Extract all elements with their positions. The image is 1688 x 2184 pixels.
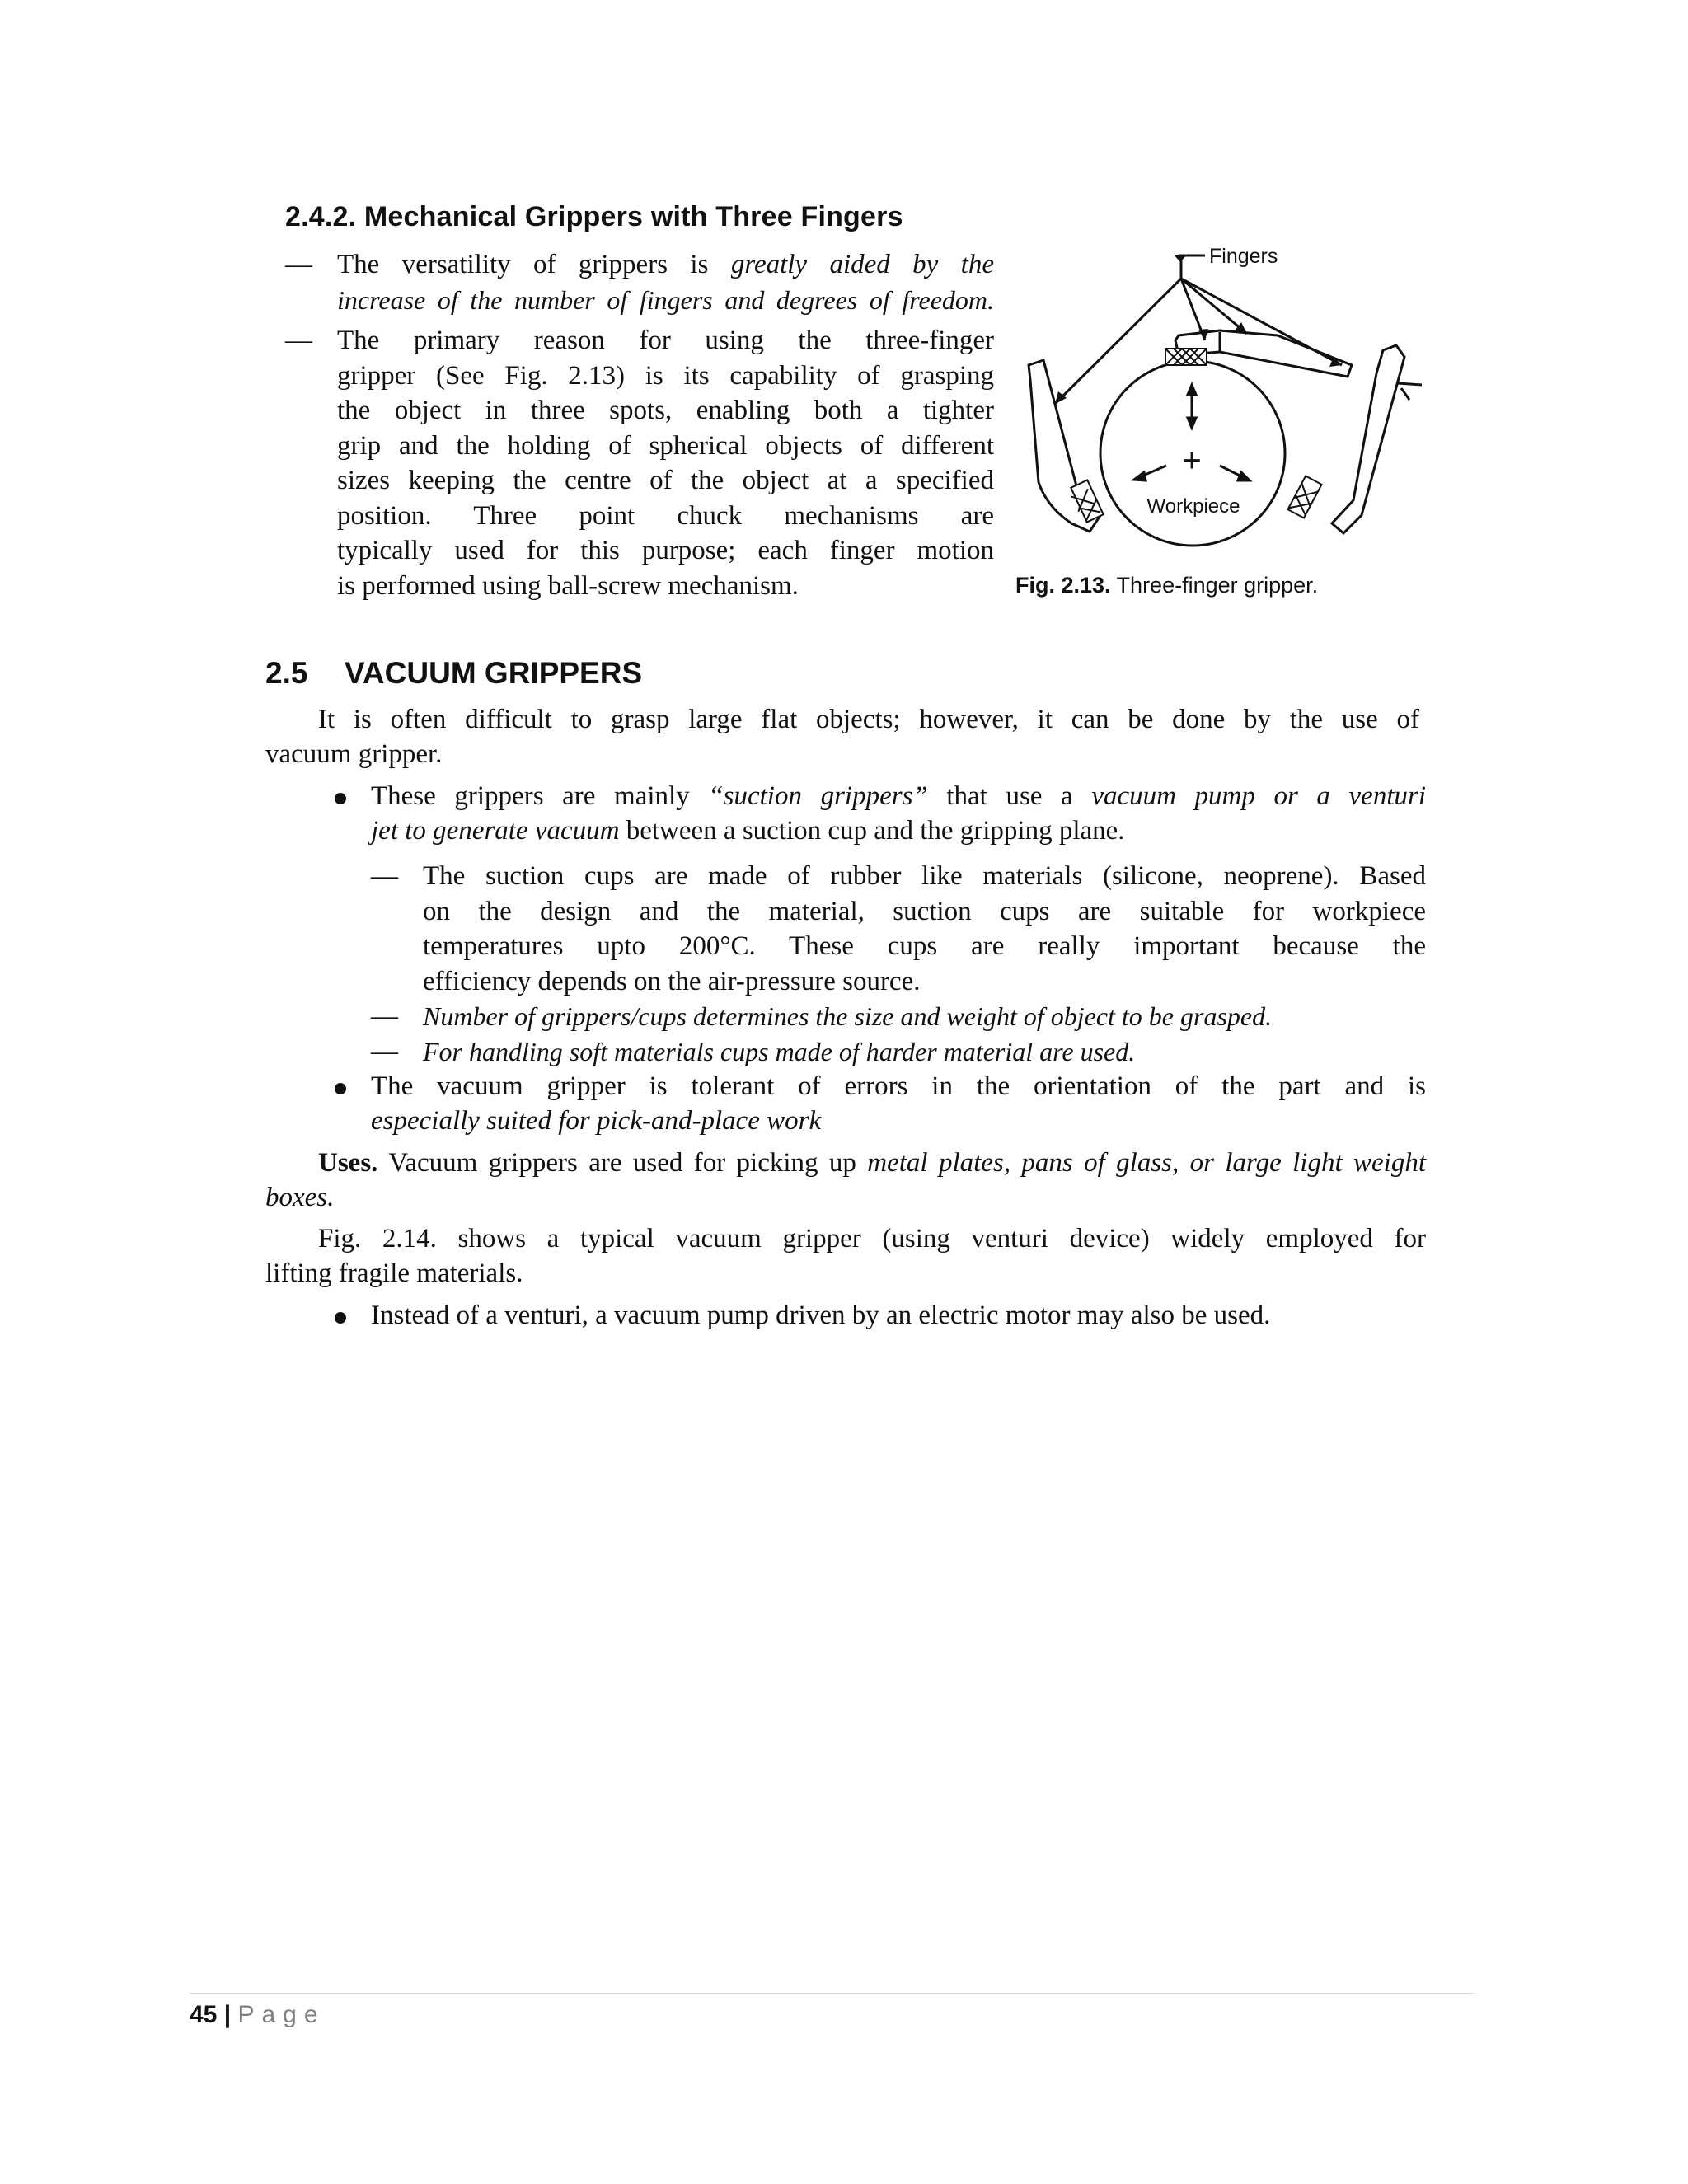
sub-dash-suction-cups: — The suction cups are made of rubber like materials (silicone, neoprene). Based on the design and the material, suction cups are suitable for workpiece temperatures upto 200°C. These cups are really important because the efficiency depends on the air-pressure source.: [371, 859, 1426, 999]
b1-text-b: “suction grippers”: [708, 781, 928, 811]
dash2-line: the object in three spots, enabling both a tighter: [337, 396, 994, 425]
dash2-line: sizes keeping the centre of the object at a specified: [337, 466, 994, 495]
fingers-label: Fingers: [1209, 245, 1278, 268]
bullet-dot: [335, 1312, 346, 1324]
bullet-suction-grippers: [371, 779, 1426, 848]
page-number: 45: [190, 2001, 218, 2028]
dash-mark: —: [285, 326, 312, 355]
section-heading-2-5: [265, 656, 642, 691]
sub-dash-number-of-cups: — Number of grippers/cups determines the size and weight of object to be grasped. — For handling soft materials cups made of harder material are used.: [371, 999, 1426, 1069]
figure-caption-text: Three-finger gripper.: [1110, 573, 1319, 598]
bullet-tolerant: [371, 1069, 1426, 1138]
bullet-dot: [335, 793, 346, 804]
fig-2-14-paragraph: [265, 1221, 1426, 1291]
b3-text: Instead of a venturi, a vacuum pump driven by an electric motor may also be used.: [371, 1301, 1271, 1330]
dash-item-primary-reason: [285, 323, 994, 603]
section-number: 2.5: [265, 656, 308, 690]
section-heading-2-4-2: 2.4.2. Mechanical Grippers with Three Fingers: [285, 201, 903, 232]
uses-label: Uses.: [318, 1148, 378, 1178]
dash-item-versatility: [285, 247, 994, 317]
figure-caption-number: Fig. 2.13.: [1015, 573, 1111, 598]
sub1-line: efficiency depends on the air-pressure source.: [423, 966, 921, 996]
b2-line-2: especially suited for pick-and-place work: [371, 1106, 822, 1136]
b2-line-1: The vacuum gripper is tolerant of errors in the orientation of the part and is: [371, 1071, 1426, 1101]
b1-text-e: jet to generate vacuum: [371, 816, 620, 846]
right-finger: [1332, 345, 1404, 533]
fig214-line-2: lifting fragile materials.: [265, 1258, 523, 1288]
dash2-line: gripper (See Fig. 2.13) is its capability of grasping: [337, 360, 994, 391]
section-title: VACUUM GRIPPERS: [345, 656, 643, 690]
dash2-line: typically used for this purpose; each finger motion: [337, 536, 994, 565]
dash2-line: The primary reason for using the three-finger: [337, 326, 994, 355]
b1-text-f: between a suction cup and the gripping plane.: [619, 816, 1125, 846]
page-separator: |: [217, 2001, 238, 2028]
b1-text-a: These grippers are mainly: [371, 781, 709, 811]
dash2-line: is performed using ball-screw mechanism.: [337, 570, 799, 601]
footer-rule: [190, 1993, 1474, 1994]
three-finger-gripper-figure: [1014, 235, 1426, 556]
grip-pad-right: [1287, 476, 1321, 518]
uses-line-2: boxes.: [265, 1183, 335, 1212]
sub3-text: For handling soft materials cups made of harder material are used.: [423, 1036, 1136, 1066]
intro-paragraph: [265, 702, 1419, 771]
dash-mark: —: [285, 250, 312, 279]
page-footer: [190, 2001, 326, 2029]
page-word: Page: [237, 2001, 326, 2028]
dash2-line: grip and the holding of spherical objects of different: [337, 430, 994, 461]
dash1-text-b: greatly aided by the: [730, 250, 994, 279]
dash1-line2: increase of the number of fingers and degrees of freedom.: [337, 284, 994, 315]
uses-text-b: metal plates, pans of glass, or large light weight: [867, 1148, 1426, 1178]
center-plus: +: [1182, 443, 1202, 479]
figure-caption: [1015, 573, 1318, 598]
uses-text-a: Vacuum grippers are used for picking up: [377, 1148, 868, 1178]
fig214-line-1: Fig. 2.14. shows a typical vacuum gripper (using venturi device) widely employed for: [318, 1224, 1426, 1254]
dash1-text-a: The versatility of grippers is: [337, 250, 731, 279]
bullet-vacuum-pump: [371, 1298, 1434, 1333]
bullet-dot: [335, 1083, 346, 1094]
sub1-line: temperatures upto 200°C. These cups are really important because the: [423, 931, 1426, 961]
sub1-line: The suction cups are made of rubber like materials (silicone, neoprene). Based: [423, 861, 1426, 891]
intro-line-2: vacuum gripper.: [265, 739, 443, 769]
sub1-line: on the design and the material, suction cups are suitable for workpiece: [423, 896, 1426, 926]
b1-text-c: that use a: [927, 781, 1092, 811]
uses-paragraph: [265, 1146, 1426, 1215]
grip-pad-top: [1165, 349, 1207, 365]
dash2-line: position. Three point chuck mechanisms are: [337, 500, 994, 531]
b1-text-d: vacuum pump or a venturi: [1091, 781, 1426, 811]
intro-line-1: It is often difficult to grasp large flat objects; however, it can be done by the use of: [318, 705, 1419, 734]
sub2-text: Number of grippers/cups determines the size and weight of object to be grasped.: [423, 1001, 1273, 1031]
workpiece-label: Workpiece: [1146, 495, 1240, 518]
